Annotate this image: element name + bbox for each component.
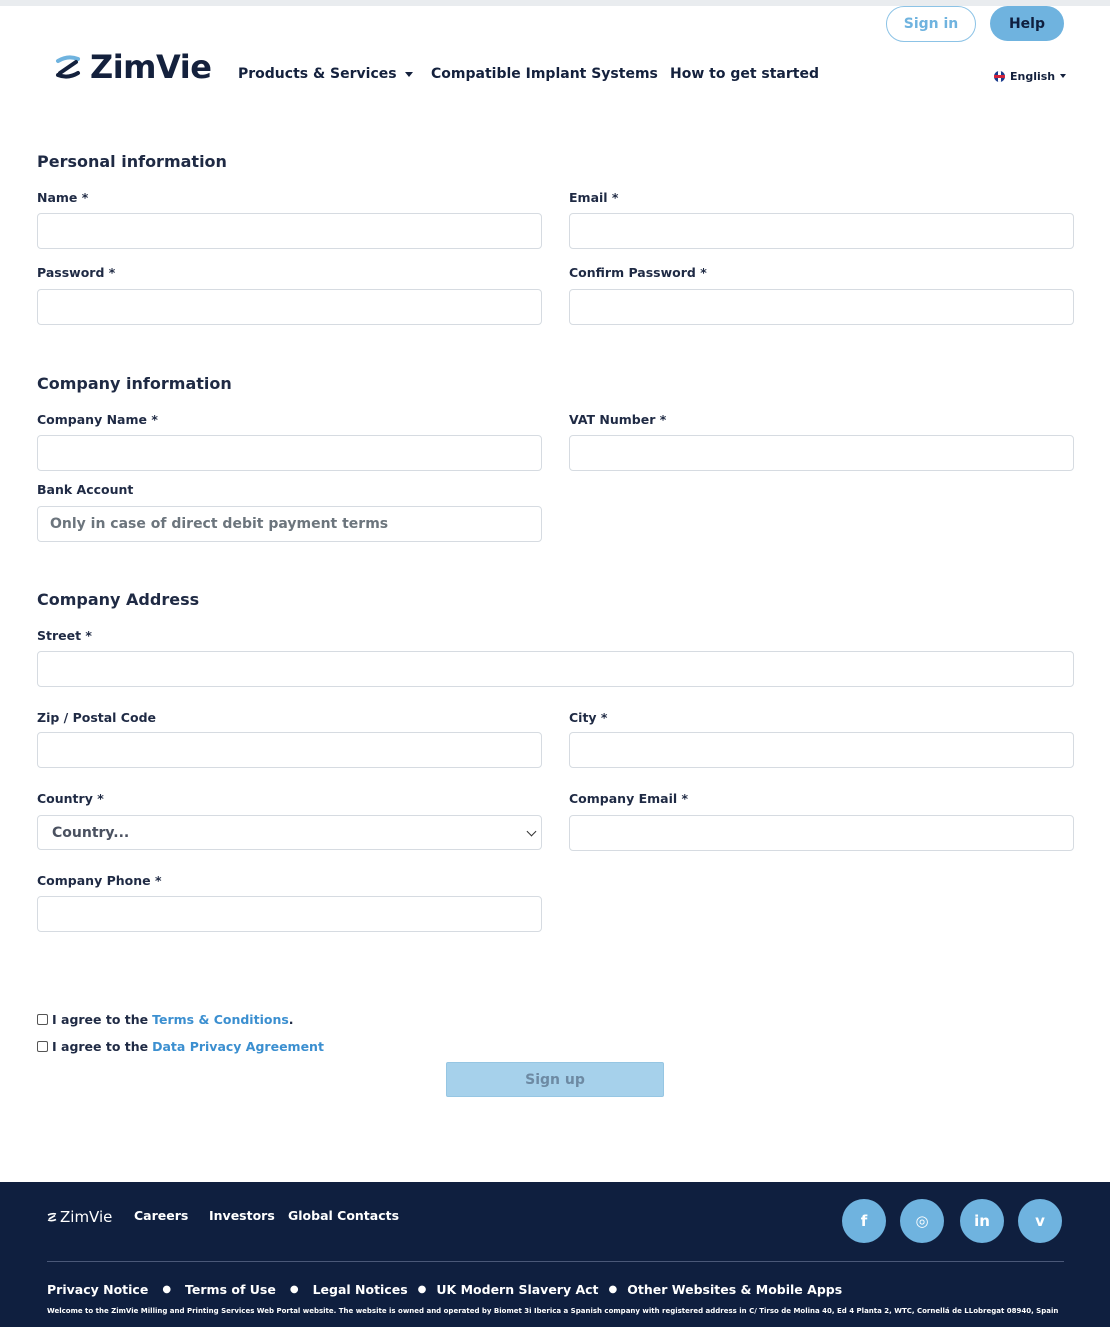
email-input[interactable] (569, 213, 1074, 249)
agree-privacy-row (37, 1037, 324, 1055)
sign-in-button[interactable]: Sign in (886, 6, 976, 42)
agree-terms-prefix: I agree to the (52, 1011, 149, 1027)
bank-account-input[interactable] (37, 506, 542, 542)
linkedin-icon[interactable]: in (960, 1199, 1004, 1243)
zimvie-logo-icon (54, 53, 82, 81)
instagram-icon[interactable]: ◎ (900, 1199, 944, 1243)
vat-number-input[interactable] (569, 435, 1074, 471)
chevron-down-icon (527, 827, 537, 837)
language-selector[interactable] (994, 68, 1066, 84)
agree-terms-row (37, 1010, 294, 1028)
street-input[interactable] (37, 651, 1074, 687)
data-privacy-agreement-link[interactable]: Data Privacy Agreement (152, 1038, 324, 1054)
footer-link-global-contacts[interactable]: Global Contacts (288, 1208, 400, 1223)
footer-link-terms-of-use[interactable]: Terms of Use (185, 1281, 276, 1297)
street-label: Street * (37, 628, 92, 643)
company-name-input[interactable] (37, 435, 542, 471)
separator-dot: ● (608, 1283, 618, 1295)
footer-bottom-links (47, 1280, 842, 1298)
sign-up-button[interactable]: Sign up (446, 1062, 664, 1097)
footer (0, 1182, 1110, 1327)
privacy-checkbox[interactable] (37, 1041, 48, 1052)
footer-legal-note: Welcome to the ZimVie Milling and Printing Services Web Portal website. The website is owned and operated by Biomet 3i Iberica a Spanish company with registered address in C/ Tirso de Molina 40, Ed 4 Planta 2, WTC, Cornellá de LLobregat 08940, Spain (47, 1307, 1059, 1315)
caret-down-icon (1060, 74, 1066, 78)
footer-logo[interactable] (47, 1208, 112, 1226)
confirm-password-input[interactable] (569, 289, 1074, 325)
zimvie-logo[interactable] (54, 48, 211, 86)
section-title-personal: Personal information (37, 152, 227, 171)
company-email-label: Company Email * (569, 791, 689, 806)
password-input[interactable] (37, 289, 542, 325)
footer-logo-text: ZimVie (60, 1208, 113, 1226)
caret-down-icon (405, 72, 413, 77)
country-label: Country * (37, 791, 104, 806)
separator-dot: ● (417, 1283, 427, 1295)
section-title-company: Company information (37, 374, 232, 393)
city-label: City * (569, 710, 608, 725)
zimvie-logo-icon (47, 1212, 57, 1222)
separator-dot: ● (289, 1283, 299, 1295)
vat-number-label: VAT Number * (569, 412, 667, 427)
footer-link-privacy-notice[interactable]: Privacy Notice (47, 1281, 149, 1297)
footer-link-other-websites[interactable]: Other Websites & Mobile Apps (627, 1281, 843, 1297)
vimeo-icon[interactable]: v (1018, 1199, 1062, 1243)
name-input[interactable] (37, 213, 542, 249)
country-selected-value: Country... (52, 824, 130, 841)
nav-how-to-get-started[interactable]: How to get started (670, 66, 819, 82)
company-phone-label: Company Phone * (37, 873, 162, 888)
section-title-address: Company Address (37, 590, 200, 609)
agree-privacy-prefix: I agree to the (52, 1038, 149, 1054)
bank-account-label: Bank Account (37, 482, 134, 497)
uk-flag-icon (994, 71, 1005, 82)
country-select[interactable] (37, 815, 542, 850)
name-label: Name * (37, 190, 89, 205)
footer-divider (47, 1261, 1064, 1262)
company-phone-input[interactable] (37, 896, 542, 932)
logo-text: ZimVie (90, 48, 212, 86)
language-label: English (1010, 69, 1056, 83)
company-name-label: Company Name * (37, 412, 158, 427)
terms-checkbox[interactable] (37, 1014, 48, 1025)
password-label: Password * (37, 265, 116, 280)
zip-input[interactable] (37, 732, 542, 768)
nav-products-services[interactable] (238, 62, 413, 86)
company-email-input[interactable] (569, 815, 1074, 851)
nav-products-label: Products & Services (238, 66, 397, 82)
email-label: Email * (569, 190, 619, 205)
footer-link-legal-notices[interactable]: Legal Notices (312, 1281, 408, 1297)
zip-label: Zip / Postal Code (37, 710, 156, 725)
separator-dot: ● (162, 1283, 172, 1295)
agree-terms-suffix: . (288, 1011, 294, 1027)
nav-compatible-implant-systems[interactable]: Compatible Implant Systems (431, 66, 658, 82)
footer-link-careers[interactable]: Careers (134, 1208, 189, 1223)
footer-link-investors[interactable]: Investors (209, 1208, 275, 1223)
terms-conditions-link[interactable]: Terms & Conditions (152, 1011, 289, 1027)
help-button[interactable]: Help (990, 6, 1064, 41)
footer-link-uk-modern-slavery-act[interactable]: UK Modern Slavery Act (436, 1281, 599, 1297)
confirm-password-label: Confirm Password * (569, 265, 707, 280)
facebook-icon[interactable]: f (842, 1199, 886, 1243)
city-input[interactable] (569, 732, 1074, 768)
